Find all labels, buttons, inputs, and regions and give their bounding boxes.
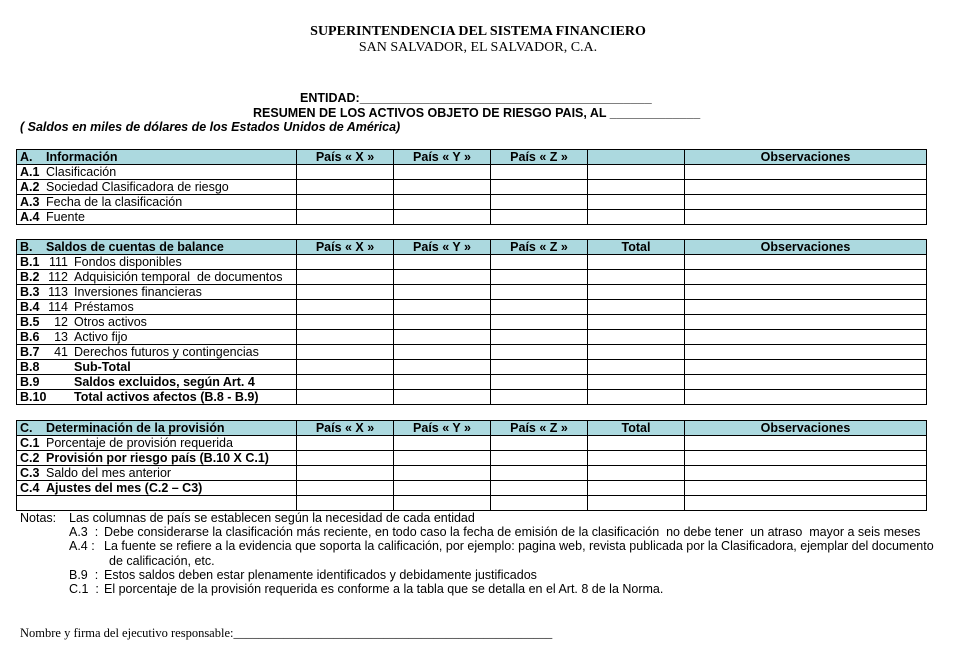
row-code: B.9 xyxy=(20,374,40,389)
table-row xyxy=(17,180,927,195)
row-label: Clasificación xyxy=(46,164,117,179)
row-label-cell xyxy=(17,315,297,330)
note-ref: C.1 : xyxy=(69,581,99,596)
pais-z-cell xyxy=(491,436,588,451)
blank-column-header xyxy=(588,150,685,165)
pais-z-cell xyxy=(491,481,588,496)
row-label-cell xyxy=(17,360,297,375)
table-row xyxy=(17,270,927,285)
total-cell xyxy=(588,315,685,330)
observaciones-cell xyxy=(685,315,927,330)
pais-x-cell xyxy=(297,210,394,225)
pais-y-cell xyxy=(394,300,491,315)
row-code: B.10 xyxy=(20,389,47,404)
note-c1 xyxy=(20,582,934,596)
section-title-cell xyxy=(17,421,297,436)
row-label-cell xyxy=(17,270,297,285)
pais-x-cell xyxy=(297,180,394,195)
pais-z-cell xyxy=(491,270,588,285)
section-title: Saldos de cuentas de balance xyxy=(46,239,224,254)
notes-label: Notas: xyxy=(20,511,57,525)
total-cell xyxy=(588,360,685,375)
observaciones-cell xyxy=(685,436,927,451)
pais-y-cell xyxy=(394,285,491,300)
note-b9 xyxy=(20,568,934,582)
row-label-cell xyxy=(17,466,297,481)
pais-y-cell xyxy=(394,436,491,451)
table-header xyxy=(17,240,927,255)
observaciones-cell xyxy=(685,375,927,390)
table-row xyxy=(17,360,927,375)
table-row xyxy=(17,195,927,210)
row-label-cell xyxy=(17,481,297,496)
total-cell xyxy=(588,451,685,466)
pais-y-cell xyxy=(394,345,491,360)
row-label: Derechos futuros y contingencias xyxy=(74,344,259,359)
total-cell xyxy=(588,330,685,345)
table-row xyxy=(17,345,927,360)
pais-z-column-header: País « Z » xyxy=(491,421,588,436)
pais-y-cell xyxy=(394,195,491,210)
table-header xyxy=(17,150,927,165)
observaciones-cell xyxy=(685,451,927,466)
row-label: Porcentaje de provisión requerida xyxy=(46,435,233,450)
section-code: C. xyxy=(20,420,33,435)
table-body xyxy=(17,255,927,405)
row-label: Otros activos xyxy=(74,314,147,329)
account-number: 114 xyxy=(48,299,68,314)
row-code: C.3 xyxy=(20,465,40,480)
entity-line: ENTIDAD:__________________________________________ xyxy=(300,91,652,105)
pais-x-cell xyxy=(297,451,394,466)
pais-y-cell xyxy=(394,466,491,481)
pais-x-cell xyxy=(297,481,394,496)
pais-z-cell xyxy=(491,255,588,270)
section-header-row xyxy=(17,150,927,165)
pais-z-cell xyxy=(491,451,588,466)
pais-z-cell xyxy=(491,315,588,330)
row-label: Sociedad Clasificadora de riesgo xyxy=(46,179,229,194)
pais-y-cell xyxy=(394,165,491,180)
section-header-row xyxy=(17,421,927,436)
table-body xyxy=(17,436,927,511)
account-number: 13 xyxy=(54,329,68,344)
pais-x-cell xyxy=(297,255,394,270)
pais-y-cell xyxy=(394,330,491,345)
note-ref: A.4 : xyxy=(69,539,95,554)
row-code: A.2 xyxy=(20,179,40,194)
observaciones-cell xyxy=(685,300,927,315)
total-cell xyxy=(588,300,685,315)
row-label: Ajustes del mes (C.2 – C3) xyxy=(46,480,203,495)
pais-x-cell xyxy=(297,330,394,345)
note-text: La fuente se refiere a la evidencia que soporta la calificación, por ejemplo: pagina web, revista publicada por la Clasificadora, ejemplar del documento xyxy=(104,539,934,554)
pais-x-cell xyxy=(297,165,394,180)
total-cell xyxy=(588,255,685,270)
pais-z-cell xyxy=(491,195,588,210)
organization-name: SUPERINTENDENCIA DEL SISTEMA FINANCIERO xyxy=(310,24,646,39)
row-label-cell xyxy=(17,210,297,225)
observaciones-cell xyxy=(685,496,927,511)
observaciones-cell xyxy=(685,255,927,270)
pais-y-cell xyxy=(394,270,491,285)
pais-y-cell xyxy=(394,481,491,496)
account-number: 41 xyxy=(54,344,68,359)
row-label-cell xyxy=(17,180,297,195)
account-number: 112 xyxy=(48,269,68,284)
section-code: A. xyxy=(20,149,33,164)
section-header-row xyxy=(17,240,927,255)
pais-x-cell xyxy=(297,285,394,300)
row-label: Fuente xyxy=(46,209,85,224)
pais-z-cell xyxy=(491,345,588,360)
row-label: Inversiones financieras xyxy=(74,284,202,299)
pais-z-cell xyxy=(491,300,588,315)
note-a4-continuation: de calificación, etc. xyxy=(109,553,215,568)
pais-x-column-header: País « X » xyxy=(297,421,394,436)
row-label: Total activos afectos (B.8 - B.9) xyxy=(74,389,259,404)
row-label-cell xyxy=(17,436,297,451)
pais-z-cell xyxy=(491,285,588,300)
pais-x-column-header: País « X » xyxy=(297,240,394,255)
row-code: C.1 xyxy=(20,435,40,450)
pais-y-column-header: País « Y » xyxy=(394,421,491,436)
total-cell xyxy=(588,436,685,451)
pais-y-cell xyxy=(394,255,491,270)
total-cell xyxy=(588,466,685,481)
row-label-cell xyxy=(17,255,297,270)
pais-y-cell xyxy=(394,496,491,511)
row-code: A.4 xyxy=(20,209,40,224)
total-cell xyxy=(588,496,685,511)
pais-y-cell xyxy=(394,360,491,375)
observaciones-cell xyxy=(685,285,927,300)
pais-z-cell xyxy=(491,360,588,375)
row-label-cell xyxy=(17,165,297,180)
blank-cell xyxy=(588,165,685,180)
units-note: ( Saldos en miles de dólares de los Estados Unidos de América) xyxy=(20,120,401,134)
row-label-cell xyxy=(17,451,297,466)
section-title-cell xyxy=(17,150,297,165)
row-code: A.3 xyxy=(20,194,40,209)
pais-z-column-header: País « Z » xyxy=(491,240,588,255)
table-row xyxy=(17,375,927,390)
pais-y-cell xyxy=(394,390,491,405)
account-number: 111 xyxy=(48,254,68,269)
row-label-cell xyxy=(17,496,297,511)
blank-cell xyxy=(588,195,685,210)
table-row xyxy=(17,330,927,345)
pais-z-cell xyxy=(491,180,588,195)
pais-y-cell xyxy=(394,180,491,195)
pais-z-cell xyxy=(491,165,588,180)
balance-accounts-table xyxy=(16,239,927,405)
observaciones-cell xyxy=(685,481,927,496)
note-text: El porcentaje de la provisión requerida es conforme a la tabla que se detalla en el Art. 8 de la Norma. xyxy=(104,581,664,596)
note-ref: A.3 : xyxy=(69,525,99,540)
total-column-header: Total xyxy=(588,240,685,255)
section-title: Determinación de la provisión xyxy=(46,420,225,435)
row-code: B.6 xyxy=(20,329,40,344)
table-row xyxy=(17,315,927,330)
pais-x-cell xyxy=(297,496,394,511)
pais-y-column-header: País « Y » xyxy=(394,240,491,255)
section-title-cell xyxy=(17,240,297,255)
observaciones-cell xyxy=(685,195,927,210)
pais-x-cell xyxy=(297,315,394,330)
table-row xyxy=(17,481,927,496)
account-number: 12 xyxy=(54,314,68,329)
total-cell xyxy=(588,270,685,285)
signature-line: Nombre y firma del ejecutivo responsable:___________________________________________________ xyxy=(20,626,553,640)
note-ref: B.9 : xyxy=(69,567,99,582)
pais-z-cell xyxy=(491,390,588,405)
observaciones-cell xyxy=(685,330,927,345)
total-cell xyxy=(588,390,685,405)
row-code: A.1 xyxy=(20,164,40,179)
pais-z-column-header: País « Z » xyxy=(491,150,588,165)
row-label: Fecha de la clasificación xyxy=(46,194,183,209)
notes-intro-text: Las columnas de país se establecen según la necesidad de cada entidad xyxy=(69,511,475,525)
note-text: Estos saldos deben estar plenamente identificados y debidamente justificados xyxy=(104,567,537,582)
row-label-cell xyxy=(17,375,297,390)
row-label: Préstamos xyxy=(74,299,134,314)
row-label: Adquisición temporal de documentos xyxy=(74,269,283,284)
observaciones-column-header: Observaciones xyxy=(685,421,927,436)
row-code: B.8 xyxy=(20,359,40,374)
pais-x-cell xyxy=(297,345,394,360)
note-text: Debe considerarse la clasificación más reciente, en todo caso la fecha de emisión de la clasificación no debe tener un atraso mayor a seis meses xyxy=(104,525,921,540)
table-body xyxy=(17,165,927,225)
section-code: B. xyxy=(20,239,33,254)
observaciones-column-header: Observaciones xyxy=(685,150,927,165)
row-label: Provisión por riesgo país (B.10 X C.1) xyxy=(46,450,269,465)
observaciones-cell xyxy=(685,345,927,360)
table-row xyxy=(17,210,927,225)
row-label-cell xyxy=(17,390,297,405)
row-code: B.3 xyxy=(20,284,40,299)
row-code: B.4 xyxy=(20,299,40,314)
pais-y-cell xyxy=(394,315,491,330)
pais-y-cell xyxy=(394,210,491,225)
row-label: Saldo del mes anterior xyxy=(46,465,172,480)
pais-y-cell xyxy=(394,375,491,390)
pais-z-cell xyxy=(491,466,588,481)
row-label-cell xyxy=(17,345,297,360)
note-a4 xyxy=(20,539,934,553)
row-label-cell xyxy=(17,300,297,315)
notes-intro xyxy=(20,511,934,525)
observaciones-cell xyxy=(685,466,927,481)
row-label: Sub-Total xyxy=(74,359,131,374)
observaciones-cell xyxy=(685,210,927,225)
table-row xyxy=(17,255,927,270)
table-row xyxy=(17,451,927,466)
table-row xyxy=(17,466,927,481)
table-row xyxy=(17,165,927,180)
pais-z-cell xyxy=(491,496,588,511)
pais-z-cell xyxy=(491,330,588,345)
pais-x-cell xyxy=(297,390,394,405)
observaciones-cell xyxy=(685,180,927,195)
observaciones-cell xyxy=(685,270,927,285)
observaciones-column-header: Observaciones xyxy=(685,240,927,255)
row-code: B.2 xyxy=(20,269,40,284)
table-row xyxy=(17,390,927,405)
pais-x-cell xyxy=(297,195,394,210)
pais-x-cell xyxy=(297,300,394,315)
observaciones-cell xyxy=(685,390,927,405)
organization-location: SAN SALVADOR, EL SALVADOR, C.A. xyxy=(358,40,598,55)
pais-y-column-header: País « Y » xyxy=(394,150,491,165)
row-code: B.1 xyxy=(20,254,40,269)
pais-x-cell xyxy=(297,436,394,451)
blank-cell xyxy=(588,210,685,225)
account-number: 113 xyxy=(48,284,68,299)
total-cell xyxy=(588,481,685,496)
table-row xyxy=(17,436,927,451)
total-cell xyxy=(588,345,685,360)
pais-x-cell xyxy=(297,360,394,375)
table-header xyxy=(17,421,927,436)
notes xyxy=(20,511,934,596)
pais-x-cell xyxy=(297,466,394,481)
row-label: Saldos excluidos, según Art. 4 xyxy=(74,374,255,389)
row-label-cell xyxy=(17,330,297,345)
pais-x-cell xyxy=(297,375,394,390)
observaciones-cell xyxy=(685,360,927,375)
observaciones-cell xyxy=(685,165,927,180)
pais-z-cell xyxy=(491,210,588,225)
table-row xyxy=(17,496,927,511)
row-label-cell xyxy=(17,285,297,300)
row-label: Fondos disponibles xyxy=(74,254,182,269)
table-row xyxy=(17,285,927,300)
pais-x-column-header: País « X » xyxy=(297,150,394,165)
total-column-header: Total xyxy=(588,421,685,436)
information-table xyxy=(16,149,927,225)
section-title: Información xyxy=(46,149,118,164)
pais-x-cell xyxy=(297,270,394,285)
note-a3 xyxy=(20,525,934,539)
table-row xyxy=(17,300,927,315)
pais-y-cell xyxy=(394,451,491,466)
pais-z-cell xyxy=(491,375,588,390)
row-code: B.7 xyxy=(20,344,40,359)
total-cell xyxy=(588,375,685,390)
total-cell xyxy=(588,285,685,300)
row-code: C.2 xyxy=(20,450,40,465)
row-code: B.5 xyxy=(20,314,40,329)
blank-cell xyxy=(588,180,685,195)
row-label: Activo fijo xyxy=(74,329,128,344)
row-code: C.4 xyxy=(20,480,40,495)
provision-table xyxy=(16,420,927,511)
row-label-cell xyxy=(17,195,297,210)
report-title: RESUMEN DE LOS ACTIVOS OBJETO DE RIESGO PAIS, AL _____________ xyxy=(253,106,701,120)
